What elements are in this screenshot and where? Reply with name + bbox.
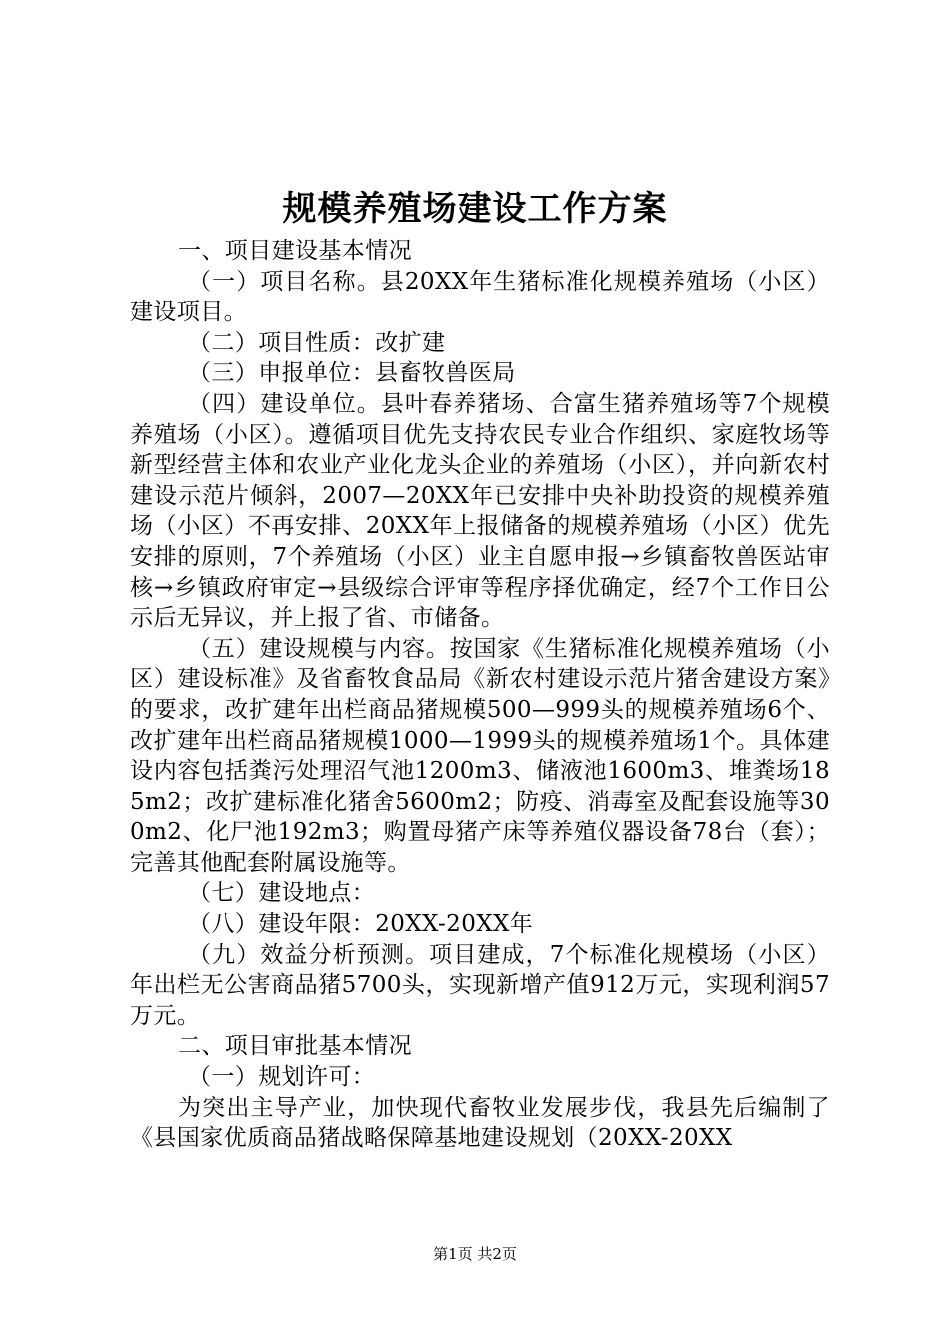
document-title: 规模养殖场建设工作方案 <box>282 189 668 229</box>
paragraph-project-nature: （二）项目性质：改扩建 <box>188 329 446 356</box>
paragraph-scale-content: （五）建设规模与内容。按国家《生猪标准化规模养殖场（小区）建设标准》及省畜牧食品局《新农村建设示范片猪舍建设方案》的要求，改扩建年出栏商品猪规模500—999头的规模养殖场6个、改扩建年出栏商品猪规模1000—1999头的规模养殖场1个。具体建设内容包括粪污处理沼气池1200m3、储液池1600m3、堆粪场185m2；改扩建标准化猪舍5600m2；防疫、消毒室及配套设施等300m2、化尸池192m3；购置母猪产床等养殖仪器设备78台（套）；完善其他配套附属设施等。 <box>130 635 830 876</box>
page-footer: 第1页 共2页 <box>433 1245 517 1263</box>
paragraph-planning-permit: （一）规划许可： <box>188 1064 376 1091</box>
paragraph-construction-units: （四）建设单位。县叶春养猪场、合富生猪养殖场等7个规模养殖场（小区）。遵循项目优先支持农民专业合作组织、家庭牧场等新型经营主体和农业产业化龙头企业的养殖场（小区），并向新农村建设示范片倾斜，2007—20XX年已安排中央补助投资的规模养殖场（小区）不再安排、20XX年上报储备的规模养殖场（小区）优先安排的原则，7个养殖场（小区）业主自愿申报→乡镇畜牧兽医站审核→乡镇政府审定→县级综合评审等程序择优确定，经7个工作日公示后无异议，并上报了省、市储备。 <box>130 390 830 632</box>
document-body <box>130 236 830 1154</box>
section-heading-approval: 二、项目审批基本情况 <box>178 1033 412 1060</box>
paragraph-planning-detail: 为突出主导产业，加快现代畜牧业发展步伐，我县先后编制了《县国家优质商品猪战略保障基地建设规划（20XX-20XX <box>130 1094 830 1152</box>
paragraph-location: （七）建设地点： <box>188 880 376 907</box>
section-heading-project-overview: 一、项目建设基本情况 <box>178 238 412 264</box>
paragraph-project-name: （一）项目名称。县20XX年生猪标准化规模养殖场（小区）建设项目。 <box>130 268 830 326</box>
paragraph-duration: （八）建设年限：20XX-20XX年 <box>188 911 534 938</box>
paragraph-applicant: （三）申报单位：县畜牧兽医局 <box>188 360 516 387</box>
paragraph-benefit-analysis: （九）效益分析预测。项目建成，7个标准化规模场（小区）年出栏无公害商品猪5700头，实现新增产值912万元，实现利润57万元。 <box>130 941 830 1029</box>
